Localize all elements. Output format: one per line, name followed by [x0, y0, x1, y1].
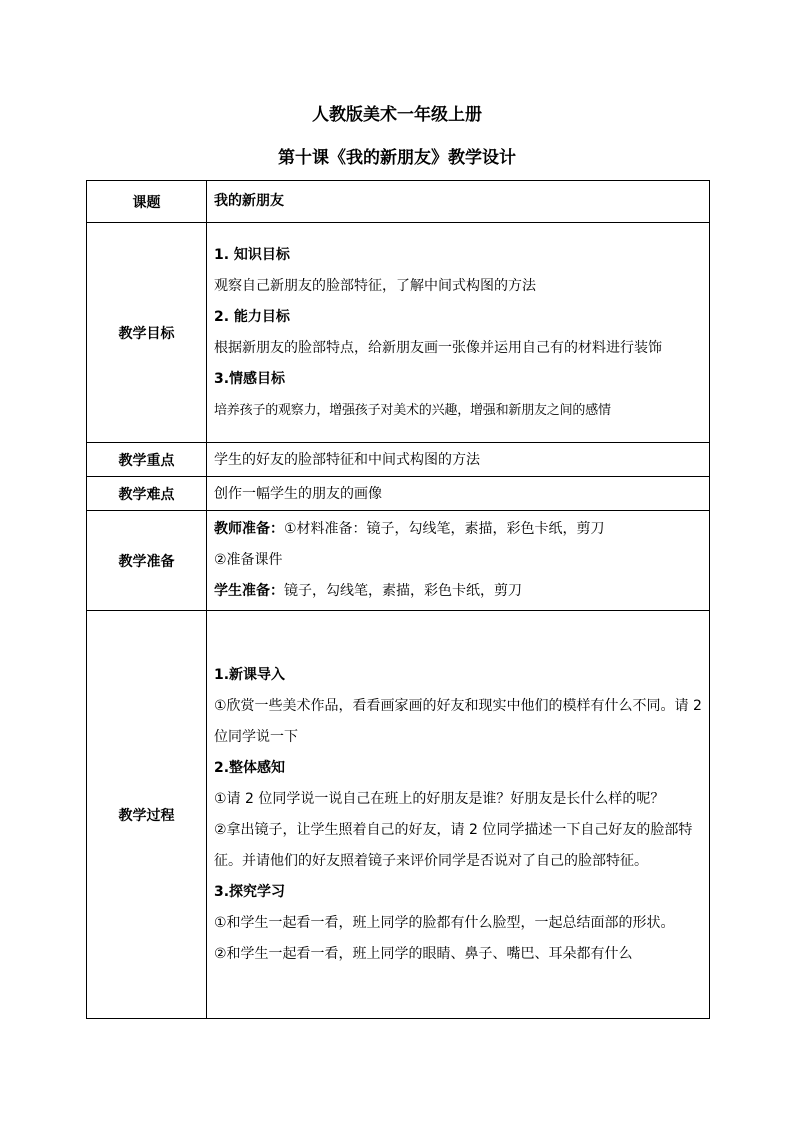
- process-step-2-text-2: ②拿出镜子，让学生照着自己的好友，请 2 位同学描述一下自己好友的脸部特征。并请他们的好友照着镜子来评价同学是否说对了自己的脸部特征。: [214, 821, 693, 869]
- key-points-text: 学生的好友的脸部特征和中间式构图的方法: [214, 451, 480, 468]
- difficulties-label: 教学难点: [87, 477, 207, 511]
- student-prep-text: 镜子，勾线笔，素描，彩色卡纸，剪刀: [284, 583, 522, 599]
- objectives-label: 教学目标: [87, 223, 207, 443]
- topic-label: 课题: [87, 181, 207, 223]
- row-difficulties: [87, 477, 710, 511]
- lesson-plan-table: [86, 180, 710, 1019]
- ability-heading: 2. 能力目标: [214, 308, 290, 325]
- ability-text: 根据新朋友的脸部特点，给新朋友画一张像并运用自己有的材料进行装饰: [214, 339, 662, 356]
- teacher-prep-text-2: ②准备课件: [214, 552, 283, 568]
- row-preparation: [87, 511, 710, 611]
- student-prep-label: 学生准备：: [214, 583, 284, 599]
- process-step-3-text-2: ②和学生一起看一看，班上同学的眼睛、鼻子、嘴巴、耳朵都有什么: [214, 945, 633, 962]
- topic-text: 我的新朋友: [214, 193, 284, 209]
- row-key-points: [87, 443, 710, 477]
- teacher-prep-text: ①材料准备：镜子，勾线笔，素描，彩色卡纸，剪刀: [284, 521, 605, 537]
- preparation-label: 教学准备: [87, 511, 207, 611]
- teacher-prep-label: 教师准备：: [214, 521, 284, 537]
- process-step-2-text-1: ①请 2 位同学说一说自己在班上的好朋友是谁？好朋友是长什么样的呢？: [214, 790, 665, 807]
- teacher-prep-line: [214, 514, 703, 545]
- preparation-content: [207, 511, 710, 611]
- emotion-text: 培养孩子的观察力，增强孩子对美术的兴趣，增强和新朋友之间的感情: [214, 402, 611, 418]
- process-step-1-text: ①欣赏一些美术作品，看看画家画的好友和现实中他们的模样有什么不同。请 2 位同学说一下: [214, 697, 702, 745]
- document-title: 人教版美术一年级上册: [312, 105, 482, 125]
- row-topic: [87, 181, 710, 223]
- key-points-label: 教学重点: [87, 443, 207, 477]
- difficulties-content: [207, 477, 710, 511]
- process-step-3-text-1: ①和学生一起看一看，班上同学的脸都有什么脸型，一起总结面部的形状。: [214, 914, 675, 931]
- student-prep-line: [214, 576, 703, 607]
- objectives-content: [207, 223, 710, 443]
- process-step-3-heading: 3.探究学习: [214, 883, 286, 900]
- process-step-1-heading: 1.新课导入: [214, 666, 286, 683]
- emotion-heading: 3.情感目标: [214, 370, 286, 387]
- topic-value: [207, 181, 710, 223]
- process-content: [207, 611, 710, 1019]
- key-points-content: [207, 443, 710, 477]
- process-label: 教学过程: [87, 611, 207, 1019]
- lesson-title: 第十课《我的新朋友》教学设计: [278, 148, 516, 168]
- knowledge-text: 观察自己新朋友的脸部特征，了解中间式构图的方法: [214, 277, 536, 294]
- row-process: [87, 611, 710, 1019]
- difficulties-text: 创作一幅学生的朋友的画像: [214, 485, 382, 502]
- row-objectives: [87, 223, 710, 443]
- knowledge-heading: 1. 知识目标: [214, 246, 290, 263]
- process-step-2-heading: 2.整体感知: [214, 759, 286, 776]
